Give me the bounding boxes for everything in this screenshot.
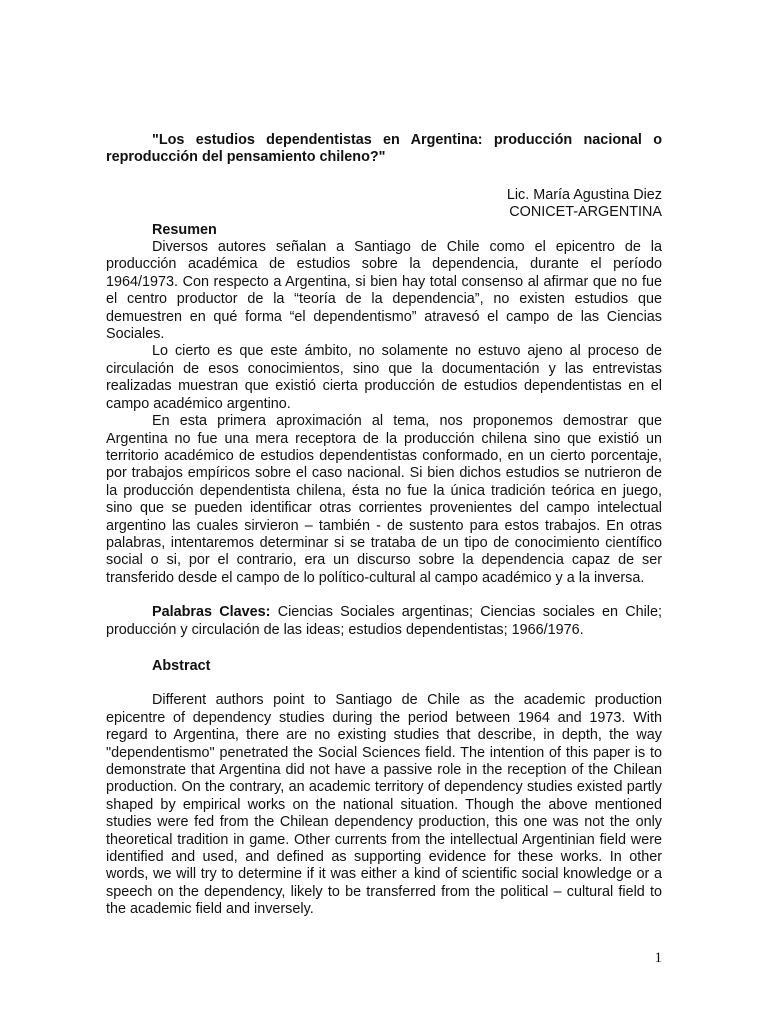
keywords-text: Ciencias Sociales argentinas; Ciencias sociales en Chile; producción y circulación de las ideas; estudios dependentistas; 1966/1976. <box>106 604 662 638</box>
abstract-heading: Abstract <box>152 657 211 674</box>
document-page <box>106 132 662 933</box>
keywords-paragraph <box>106 604 662 639</box>
resumen-paragraph-3: En esta primera aproximación al tema, nos proponemos demostrar que Argentina no fue una mera receptora de la producción chilena sino que existió un territorio académico de estudios dependentistas conformado, en un cierto porcentaje, por trabajos empíricos sobre el caso nacional. Si bien dichos estudios se nutrieron de la producción dependentista chilena, ésta no fue la única tradición teórica en juego, sino que se pueden identificar otras corrientes provenientes del campo intelectual argentino las cuales sirvieron – también - de sustento para estos trabajos. En otras palabras, intentaremos determinar si se trataba de un tipo de conocimiento científico social o si, por el contrario, era un discurso sobre la dependencia capaz de ser transferido desde el campo de lo político-cultural al campo académico y a la inversa. <box>106 413 662 586</box>
resumen-paragraph-2: Lo cierto es que este ámbito, no solamente no estuvo ajeno al proceso de circulación de esos conocimientos, sino que la documentación y las entrevistas realizadas muestran que existió cierta producción de estudios dependentistas en el campo académico argentino. <box>106 343 662 412</box>
author-block <box>106 187 662 222</box>
abstract-paragraph: Different authors point to Santiago de Chile as the academic production epicentre of dependency studies during the period between 1964 and 1973. With regard to Argentina, there are no existing studies that describe, in depth, the way "dependentismo" penetrated the Social Sciences field. The intention of this paper is to demonstrate that Argentina did not have a passive role in the reception of the Chilean production. On the contrary, an academic territory of dependency studies existed partly shaped by empirical works on the national situation. Though the above mentioned studies were fed from the Chilean dependency production, this one was not the only theoretical tradition in game. Other currents from the intellectual Argentinian field were identified and used, and defined as supporting evidence for these works. In other words, we will try to determine if it was either a kind of scientific social knowledge or a speech on the dependency, likely to be transferred from the political – cultural field to the academic field and inversely. <box>106 692 662 918</box>
author-name: Lic. María Agustina Diez <box>506 186 662 203</box>
paper-title: "Los estudios dependentistas en Argentina: producción nacional o reproducción del pensamiento chileno?" <box>106 132 662 166</box>
resumen-heading: Resumen <box>152 221 217 238</box>
page-number: 1 <box>654 950 662 966</box>
author-affiliation: CONICET-ARGENTINA <box>509 204 662 221</box>
resumen-paragraph-1: Diversos autores señalan a Santiago de Chile como el epicentro de la producción académica de estudios sobre la dependencia, durante el período 1964/1973. Con respecto a Argentina, si bien hay total consenso al afirmar que no fue el centro productor de la “teoría de la dependencia”, no existen estudios que demuestren en qué forma “el dependentismo” atravesó el campo de las Ciencias Sociales. <box>106 239 662 343</box>
keywords-label: Palabras Claves: <box>152 604 271 621</box>
